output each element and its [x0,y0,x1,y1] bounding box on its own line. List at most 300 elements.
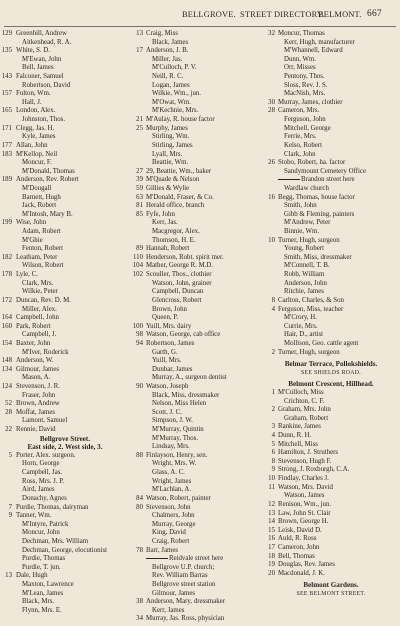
resident-name [146,504,190,513]
resident-name [152,142,193,151]
entry-text: Henderson, Robt. spirit mer. [146,253,224,261]
directory-entry [130,39,260,48]
directory-entry [262,323,400,332]
house-number: 21 [136,116,143,124]
resident-name [152,392,219,401]
directory-entry [0,366,130,375]
resident-name [22,288,58,297]
entry-text: M'Lachlan, A. [152,486,192,494]
resident-name [278,449,338,458]
entry-text: Stevenson, J. R. [16,382,60,390]
resident-name [278,99,343,108]
house-number: 13 [136,30,143,37]
directory-entry [130,564,260,573]
directory-entry [0,417,130,426]
entry-text: Brandon street here [301,176,355,184]
directory-entry [262,527,400,536]
header-center: STREET DIRECTORY. [240,10,325,19]
directory-entry [130,297,260,306]
resident-name [284,56,316,65]
column-1 [0,30,130,615]
house-number: 17 [136,47,143,55]
directory-entry [0,383,130,392]
entry-text: Fulton, Wm. [16,90,51,98]
resident-name [16,271,38,280]
entry-text: Simpson, J. W. [152,417,193,425]
resident-name [16,219,46,228]
house-number: 177 [1,141,12,149]
resident-name [152,538,189,547]
resident-name [22,460,60,469]
entry-text: Turner, Hugh, surgeon [278,236,340,244]
resident-name [152,409,182,418]
entry-text: Ferguson, John [284,116,326,124]
entry-text: 29, Beattie, Wm., baker [146,167,212,175]
directory-entry [130,323,260,332]
entry-text: Stevenson, John [146,503,191,511]
dash-rule [278,179,300,180]
house-number: 25 [136,124,143,132]
entry-text: Lyall, Mrs. [152,150,183,158]
resident-name [284,288,324,297]
resident-name [152,417,193,426]
entry-text: M'Ghie [22,236,43,244]
resident-name [146,168,211,177]
directory-entry [0,521,130,530]
entry-text: Macgregor, Alex. [152,228,200,236]
resident-name [152,564,214,573]
directory-entry [262,90,400,99]
section-heading: SEE BELMONT STREET. [296,591,366,597]
directory-entry [0,374,130,383]
resident-name [284,314,317,323]
directory-entry [130,237,260,246]
directory-entry [262,211,400,220]
directory-entry [262,297,400,306]
entry-text: Brown, Andrew [16,400,60,408]
entry-text: Murray, A., surgeon dentist [152,374,227,382]
resident-name [146,185,189,194]
entry-text: Moffat, James [16,408,56,416]
entry-text: M'Aulay, R. house factor [146,116,215,124]
entry-text: Campbell, J. [22,331,57,339]
resident-name [16,400,60,409]
resident-name [22,478,64,487]
directory-entry [0,460,130,469]
house-number: 5 [8,451,12,459]
entry-text: Strong, J. Roxburgh, C.A. [278,466,350,474]
resident-name [16,357,53,366]
entry-text: Wilkie, Wm., jun. [152,90,202,98]
entry-text: Aird, James [22,486,55,494]
entry-text: Glass, A. C. [152,469,185,477]
resident-name [278,306,343,315]
resident-name [16,30,67,39]
directory-entry [130,615,260,624]
entry-text: Brown, George H. [278,518,329,526]
entry-text: M'Ewan, John [22,55,62,63]
column-2 [130,30,260,624]
directory-entry [262,194,400,203]
house-number: 189 [1,176,12,184]
entry-text: Stirling, Wm. [152,133,190,141]
directory-entry [262,415,400,424]
entry-text: Ross, Mrs. J. P. [22,477,65,485]
directory-entry [130,572,260,581]
resident-name [146,116,215,125]
resident-name [152,607,184,616]
resident-name [152,314,178,323]
house-number: 13 [268,509,275,517]
directory-entry [130,357,260,366]
resident-name [284,331,323,340]
entry-text: Graham, Mrs. John [278,406,331,414]
house-number: 26 [268,159,275,167]
resident-name [284,245,324,254]
directory-entry [262,449,400,458]
directory-entry [262,510,400,519]
entry-text: Wise, John [16,219,47,227]
resident-name [278,458,331,467]
section-heading: Belmont Crescent, Hillhead. [288,380,374,389]
entry-text: Park, Robert [16,322,51,330]
directory-entry [130,30,260,39]
resident-name [278,475,329,484]
house-number: 28 [5,408,12,416]
resident-name [152,443,190,452]
resident-name [146,383,188,392]
directory-entry [0,323,130,332]
resident-name [22,211,73,220]
entry-text: Neill, R. C. [152,73,184,81]
directory-entry [262,466,400,475]
house-number: 88 [136,451,143,459]
entry-text: Murray, Jas. Ross, physician [146,615,225,623]
entry-text: Black, Miss, dressmaker [152,391,220,399]
entry-text: Jack, Robert [22,202,57,210]
resident-name [146,254,224,263]
directory-entry [130,521,260,530]
house-number: 171 [1,124,12,132]
entry-text: Currie, Mrs. [284,322,318,330]
directory-entry [0,262,130,271]
directory-entry [262,432,400,441]
directory-entry [262,501,400,510]
resident-name [152,460,196,469]
directory-entry [262,107,400,116]
resident-name [22,607,62,616]
entry-text: Scouller, Thos., clothier [146,271,212,279]
house-number: 19 [268,561,275,569]
house-number: 129 [1,30,12,37]
resident-name [16,452,75,461]
directory-entry [130,400,260,409]
house-number: 2 [271,348,275,356]
directory-entry [0,607,130,616]
directory-entry [0,176,130,185]
directory-entry [130,90,260,99]
entry-text: M'Iver, Roderick [22,348,69,356]
entry-text: Kerr, Hugh, manufacturer [284,38,355,46]
directory-entry [130,409,260,418]
directory-entry [0,331,130,340]
entry-text: Purdie, Thomas [22,555,66,563]
entry-text: Bellgrove street station [152,581,216,588]
entry-text: Robertson, David [22,81,71,89]
resident-name [22,495,67,504]
resident-name [22,564,61,573]
entry-text: Stirling, James [152,141,193,149]
entry-text: London, Alex. [16,107,56,115]
entry-text: Law, John St. Clair [278,509,331,517]
resident-name [152,39,188,48]
entry-text: Wilkie, Peter [22,288,58,296]
directory-entry [262,340,400,349]
directory-entry [0,280,130,289]
resident-name [152,73,183,82]
section-heading: SEE SHIELDS ROAD. [300,369,361,376]
directory-entry [130,452,260,461]
entry-text: Crichton, C. F. [284,397,325,405]
resident-name [278,349,340,358]
resident-name [146,176,199,185]
entry-text: Lindsay, Mrs. [152,443,190,451]
entry-text: Yuill, Mrs. dairy [146,322,192,330]
entry-text: M'Donald, Fraser, & Co. [146,193,214,201]
directory-entry [0,581,130,590]
directory-entry [130,478,260,487]
house-number: 30 [268,98,275,106]
entry-text: Pentony, Thos. [284,73,325,81]
directory-entry [130,107,260,116]
resident-name [284,142,322,151]
entry-text: Kerr, Jas. [152,219,178,227]
directory-entry [130,245,260,254]
entry-text: Adam, Robert [22,228,61,236]
house-number: 11 [268,483,275,491]
resident-name [22,590,63,599]
entry-text: Bell, Thomas [278,552,315,560]
entry-text: Anderson, Mary, dressmaker [146,598,225,606]
entry-text: Logan, James [152,81,190,89]
directory-entry [262,185,400,194]
entry-text: Falconer, Samuel [16,73,64,81]
house-number: 18 [268,552,275,560]
resident-name [278,466,349,475]
house-number: 134 [1,365,12,373]
entry-text: Mollison, Geo. cattle agent [284,339,359,347]
entry-text: Anderson, W. [16,357,54,365]
directory-entry [262,168,400,177]
entry-text: Kelso, Robert [284,141,323,149]
directory-entry [0,99,130,108]
directory-entry [0,39,130,48]
directory-entry [130,254,260,263]
entry-text: Miller, Jas. [152,55,183,63]
entry-text: Clark, John [284,150,316,158]
directory-entry [130,176,260,185]
resident-name [22,349,69,358]
directory-entry [262,219,400,228]
resident-name [284,254,352,263]
entry-text: Cameron, Mrs. [278,107,320,115]
entry-text: Rankine, James [278,423,321,431]
resident-name [146,211,175,220]
house-number: 80 [136,503,143,511]
directory-entry [130,460,260,469]
entry-text: Miller, Alex. [22,305,57,313]
entry-text: Murray, James, clothier [278,98,343,106]
resident-name [152,280,212,289]
resident-name [284,262,330,271]
resident-name [22,159,52,168]
directory-entry [130,340,260,349]
resident-name [284,151,316,160]
entry-text: Anderson, Rev. Robert [16,176,79,184]
resident-name [278,107,319,116]
house-number: 81 [136,202,143,210]
house-number: 34 [136,615,143,623]
directory-entry [0,228,130,237]
entry-text: Ritchie, James [284,288,324,296]
resident-name [152,426,204,435]
directory-entry [262,159,400,168]
entry-text: Orr, Misses [284,64,316,72]
directory-entry [0,159,130,168]
resident-name [284,415,328,424]
directory-entry [130,99,260,108]
entry-text: Barr, James [146,546,179,554]
entry-text: M'Intosh, Mary B. [22,210,73,218]
resident-name [22,331,56,340]
entry-text: Beattie, Wm. [152,159,189,167]
directory-entry [130,64,260,73]
entry-text: Reidvale street here [169,555,224,563]
resident-name [278,570,325,579]
house-number: 172 [1,296,12,304]
entry-text: Renison, Wm., jun. [278,500,332,508]
entry-text: M'Quade & Nelson [146,176,200,184]
house-number: 178 [1,271,12,279]
directory-entry [262,406,400,415]
entry-text: M'Andrew, Peter [284,219,331,227]
entry-text: Campbell, Duncan [152,288,204,296]
entry-text: Craig, Miss [146,30,178,37]
entry-text: Stevenson, Hugh F. [278,457,332,465]
entry-text: Watson, Joseph [146,382,189,390]
entry-text: Campbell, John [16,314,59,322]
house-number: 10 [268,236,275,244]
directory-entry [262,30,400,39]
house-number: 28 [268,107,275,115]
resident-name [22,99,42,108]
directory-entry [0,590,130,599]
entry-text: Findlay, Charles J. [278,475,329,483]
entry-text: Scott, J. C. [152,408,182,416]
directory-entry [130,202,260,211]
directory-entry [0,598,130,607]
resident-name [152,306,187,315]
house-number: 39 [136,176,143,184]
directory-entry [0,107,130,116]
directory-entry [130,82,260,91]
entry-text: Anderson, J. B. [146,47,189,55]
entry-text: Robb, William [284,271,325,279]
directory-entry [0,288,130,297]
resident-name [146,323,191,332]
house-number: 164 [1,314,12,322]
directory-entry [0,82,130,91]
house-number: 16 [268,535,275,543]
resident-name [16,142,48,151]
resident-name [284,219,330,228]
entry-text: Mitchell, George [284,124,331,132]
entry-text: Herald office, branch [146,202,205,210]
resident-name [16,366,59,375]
directory-entry [130,125,260,134]
resident-name [22,262,64,271]
resident-name [146,495,211,504]
resident-name [284,211,354,220]
resident-name [152,82,190,91]
resident-name [284,280,327,289]
directory-entry [0,452,130,461]
directory-entry [262,306,400,315]
entry-text: Gibb & Fleming, painters [284,210,355,218]
resident-name [22,228,61,237]
entry-text: Kerr, James [152,606,185,614]
entry-text: Carlton, Charles, & Son [278,296,344,304]
entry-text: Gilmour, James [152,589,196,597]
directory-entry [262,202,400,211]
resident-name [284,398,324,407]
directory-entry [0,47,130,56]
directory-entry [262,39,400,48]
entry-text: Watson, Robert, painter [146,494,211,502]
directory-entry [0,168,130,177]
house-number: 52 [5,400,12,408]
directory-entry [130,598,260,607]
entry-text: Baxter, John [16,339,51,347]
directory-entry [130,151,260,160]
resident-name [22,555,65,564]
resident-name [152,219,178,228]
resident-name [152,572,208,581]
directory-entry [0,271,130,280]
directory-entry [262,280,400,289]
entry-text: Moncur, F. [22,159,52,167]
directory-entry [0,254,130,263]
directory-entry [130,228,260,237]
resident-name [22,116,65,125]
resident-name [284,125,331,134]
resident-name [22,469,62,478]
resident-name [152,469,185,478]
resident-name [146,615,224,624]
entry-text: Sloss, Rev. J. S. [284,81,328,89]
directory-entry [130,426,260,435]
resident-name [16,314,59,323]
house-number: 59 [136,184,143,192]
entry-text: Moncur, Thomas [278,30,325,37]
entry-text: Murphy, James [146,124,188,132]
directory-entry [262,331,400,340]
resident-name [284,82,327,91]
resident-name [284,64,316,73]
house-number: 94 [136,339,143,347]
resident-name [16,107,55,116]
directory-entry [0,409,130,418]
